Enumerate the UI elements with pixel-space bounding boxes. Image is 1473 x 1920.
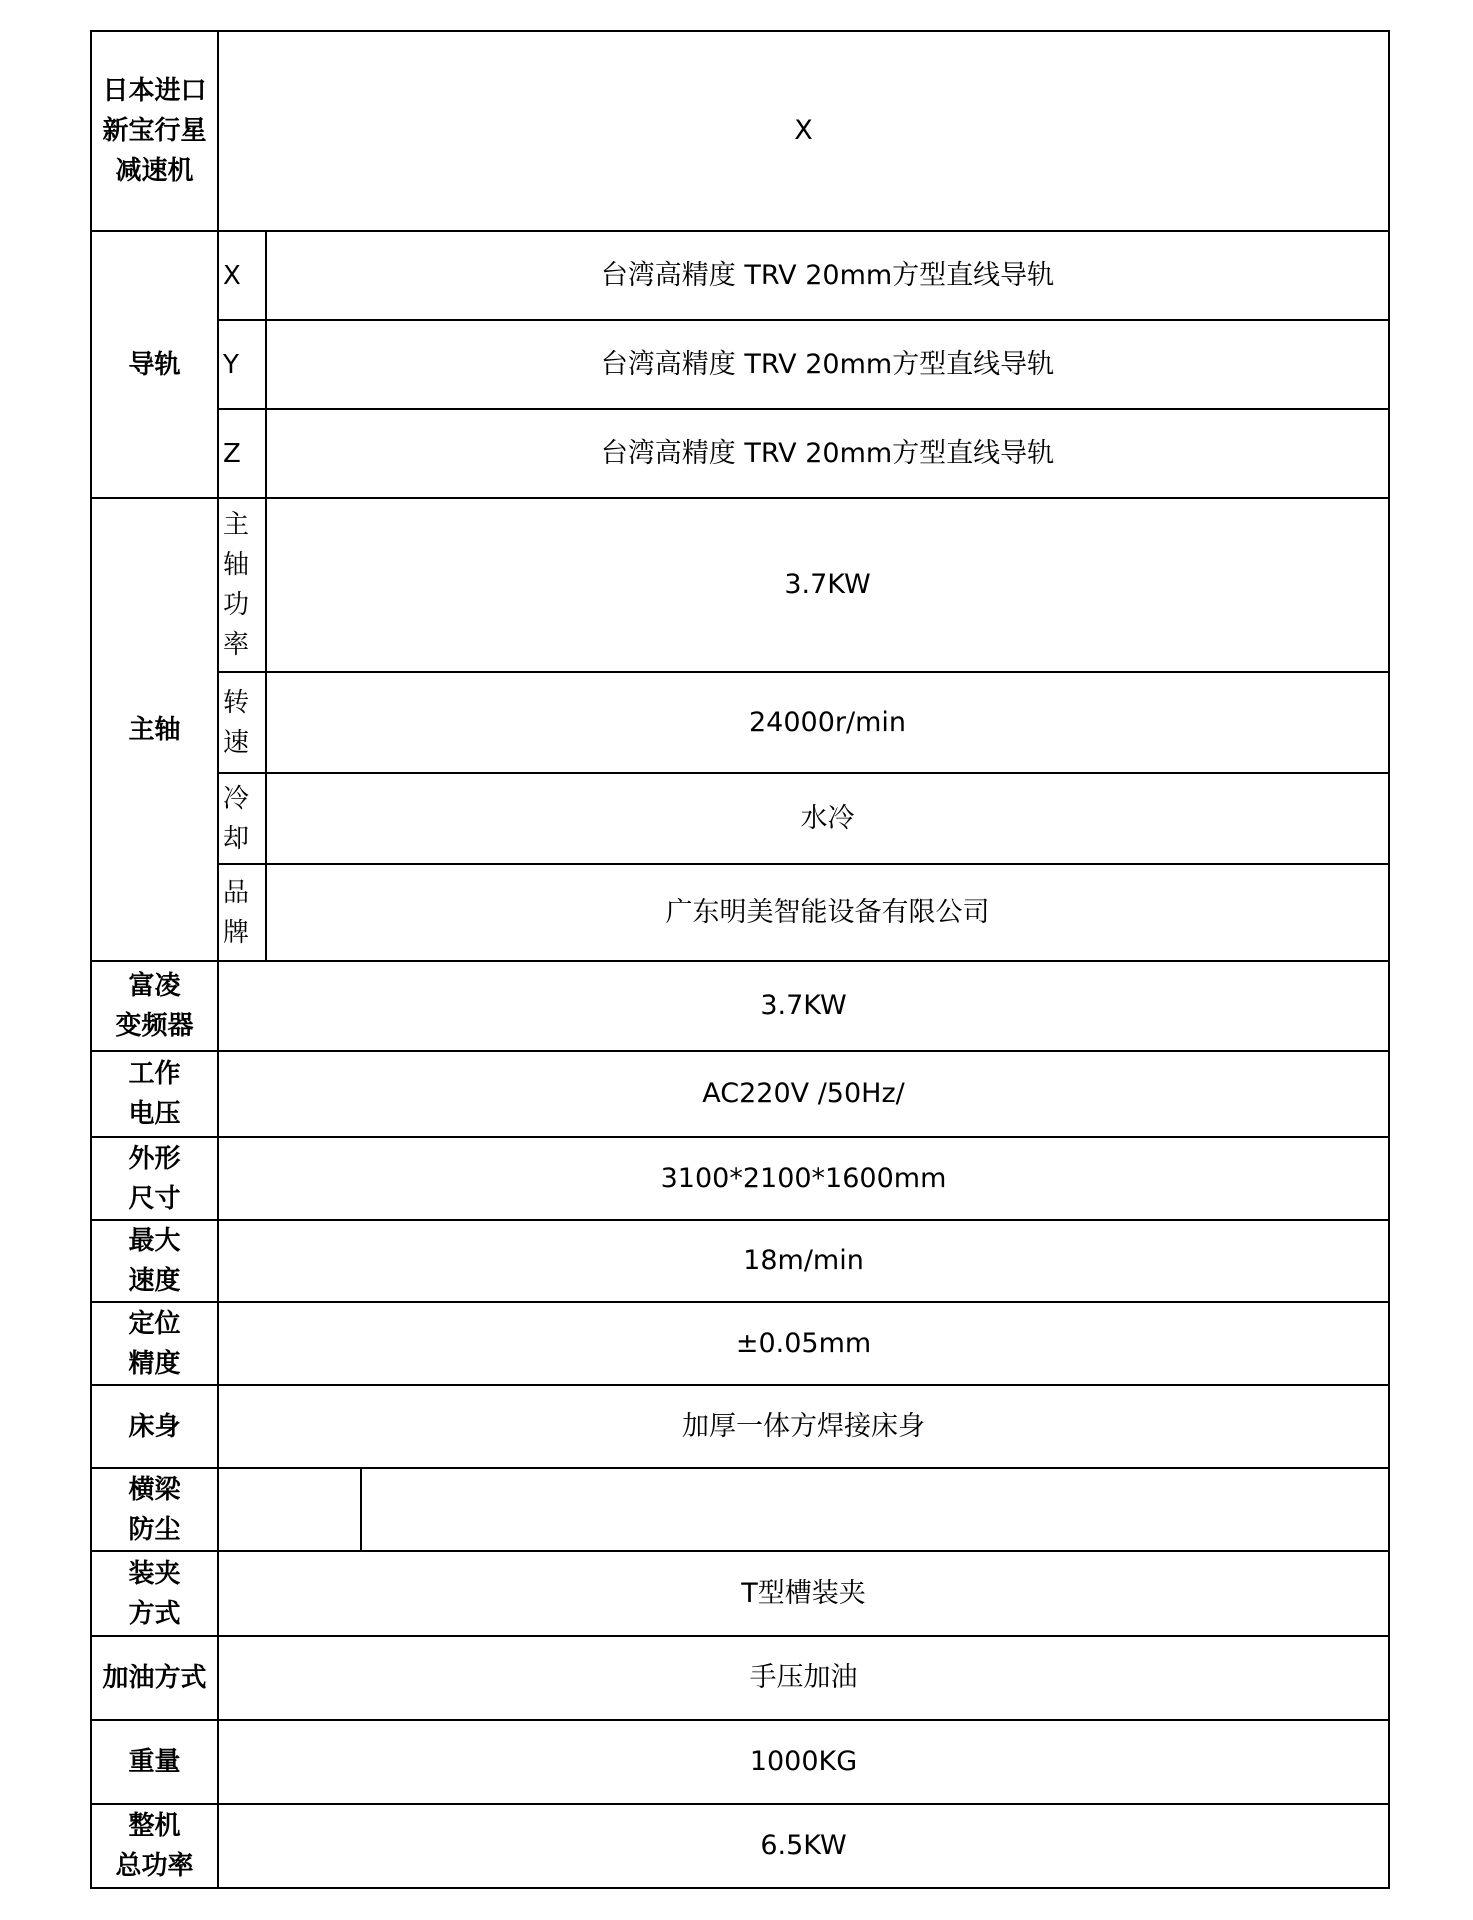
rail-axis-y: Y [218, 320, 266, 409]
row-spindle-power [91, 498, 1389, 672]
rail-value-z: 台湾高精度 TRV 20mm方型直线导轨 [266, 409, 1389, 498]
voltage-value: AC220V /50Hz/ [218, 1051, 1389, 1137]
inverter-value: 3.7KW [218, 961, 1389, 1051]
inverter-label-2: 变频器 [115, 1011, 194, 1041]
spindle-brand-value: 广东明美智能设备有限公司 [266, 864, 1389, 961]
clamping-label [91, 1551, 218, 1636]
weight-value: 1000KG [218, 1720, 1389, 1804]
dimensions-label-2: 尺寸 [128, 1183, 181, 1214]
spindle-power-label-1: 主 [223, 510, 250, 540]
row-bed [91, 1385, 1389, 1468]
total-power-label-2: 总功率 [115, 1851, 194, 1881]
max-speed-label-1: 最大 [128, 1226, 181, 1256]
row-rail-y [91, 320, 1389, 409]
rail-value-y: 台湾高精度 TRV 20mm方型直线导轨 [266, 320, 1389, 409]
total-power-value: 6.5KW [218, 1804, 1389, 1888]
bed-label: 床身 [91, 1385, 218, 1468]
spindle-speed-label-1: 转 [223, 687, 250, 718]
oiling-label: 加油方式 [91, 1636, 218, 1720]
spindle-power-label [218, 498, 266, 672]
dustproof-label-2: 防尘 [128, 1514, 181, 1545]
spindle-speed-value: 24000r/min [266, 672, 1389, 773]
reducer-label [91, 31, 218, 231]
accuracy-label [91, 1302, 218, 1385]
inverter-label-1: 富凌 [128, 971, 181, 1001]
reducer-label-line-2: 新宝行星 [102, 116, 207, 146]
row-dimensions [91, 1137, 1389, 1220]
dustproof-label [91, 1468, 218, 1551]
reducer-value: X [218, 31, 1389, 231]
dimensions-label [91, 1137, 218, 1220]
spindle-power-label-2: 轴 [223, 550, 250, 580]
weight-label: 重量 [91, 1720, 218, 1804]
spindle-power-label-4: 率 [223, 630, 250, 660]
row-inverter [91, 961, 1389, 1051]
spindle-speed-label-2: 速 [223, 727, 250, 758]
row-spindle-speed [91, 672, 1389, 773]
row-oiling [91, 1636, 1389, 1720]
clamping-value: T型槽装夹 [218, 1551, 1389, 1636]
reducer-label-line-1: 日本进口 [102, 76, 207, 106]
inverter-label [91, 961, 218, 1051]
row-spindle-brand [91, 864, 1389, 961]
row-dustproof [91, 1468, 1389, 1551]
clamping-label-2: 方式 [128, 1598, 181, 1629]
bed-value: 加厚一体方焊接床身 [218, 1385, 1389, 1468]
dustproof-label-1: 横梁 [128, 1474, 181, 1505]
spindle-cooling-label-2: 却 [223, 823, 250, 854]
max-speed-value: 18m/min [218, 1220, 1389, 1302]
spec-table [90, 30, 1390, 1889]
spindle-power-label-3: 功 [223, 590, 250, 620]
row-rail-x [91, 231, 1389, 320]
accuracy-label-2: 精度 [128, 1348, 181, 1379]
spindle-power-value: 3.7KW [266, 498, 1389, 672]
spindle-label: 主轴 [91, 498, 218, 961]
voltage-label-2: 电压 [128, 1099, 181, 1129]
row-spindle-cooling [91, 773, 1389, 864]
max-speed-label [91, 1220, 218, 1302]
clamping-label-1: 装夹 [128, 1558, 181, 1589]
row-weight [91, 1720, 1389, 1804]
max-speed-label-2: 速度 [128, 1266, 181, 1296]
spindle-speed-label [218, 672, 266, 773]
spindle-brand-label-2: 牌 [223, 917, 250, 948]
total-power-label [91, 1804, 218, 1888]
row-clamping [91, 1551, 1389, 1636]
row-accuracy [91, 1302, 1389, 1385]
total-power-label-1: 整机 [128, 1811, 181, 1841]
dimensions-label-1: 外形 [128, 1143, 181, 1174]
dustproof-value-b [361, 1468, 1389, 1551]
row-voltage [91, 1051, 1389, 1137]
rail-value-x: 台湾高精度 TRV 20mm方型直线导轨 [266, 231, 1389, 320]
accuracy-value: ±0.05mm [218, 1302, 1389, 1385]
spindle-brand-label [218, 864, 266, 961]
spindle-brand-label-1: 品 [223, 877, 250, 908]
row-max-speed [91, 1220, 1389, 1302]
voltage-label-1: 工作 [128, 1059, 181, 1089]
dimensions-value: 3100*2100*1600mm [218, 1137, 1389, 1220]
rail-axis-x: X [218, 231, 266, 320]
row-total-power [91, 1804, 1389, 1888]
spindle-cooling-value: 水冷 [266, 773, 1389, 864]
rail-axis-z: Z [218, 409, 266, 498]
reducer-label-line-3: 减速机 [115, 156, 194, 186]
rail-label: 导轨 [91, 231, 218, 498]
row-reducer [91, 31, 1389, 231]
dustproof-value-a [218, 1468, 361, 1551]
accuracy-label-1: 定位 [128, 1308, 181, 1339]
oiling-value: 手压加油 [218, 1636, 1389, 1720]
row-rail-z [91, 409, 1389, 498]
spindle-cooling-label [218, 773, 266, 864]
voltage-label [91, 1051, 218, 1137]
spindle-cooling-label-1: 冷 [223, 783, 250, 814]
